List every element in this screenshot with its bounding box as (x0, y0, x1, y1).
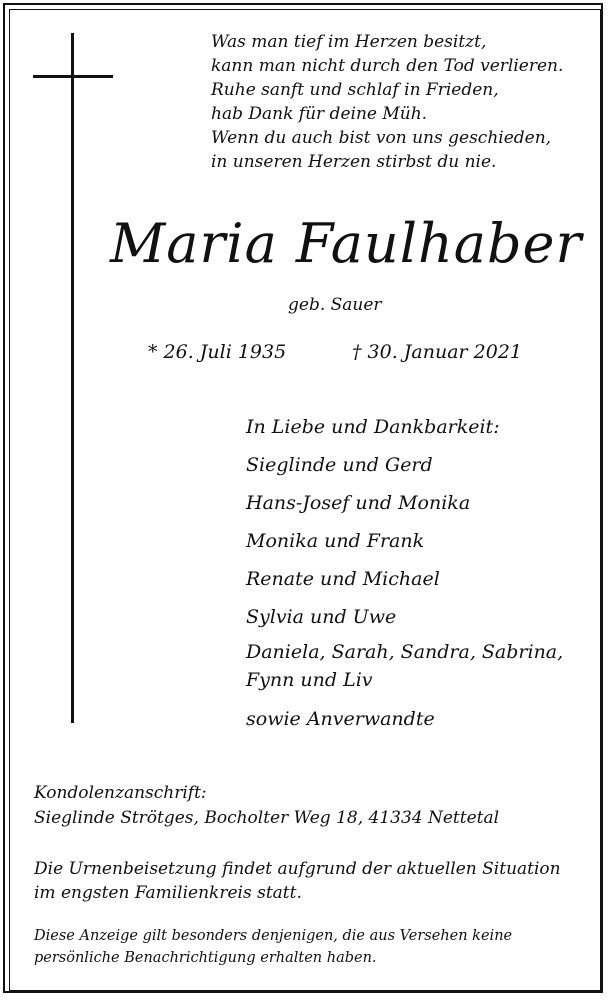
notice-line: Die Urnenbeisetzung findet aufgrund der aktuellen Situation (34, 859, 561, 879)
notice-line: im engsten Familienkreis statt. (34, 883, 302, 903)
mourner-family: Sieglinde und Gerd (246, 454, 433, 476)
verse-line: hab Dank für deine Müh. (211, 104, 428, 124)
cross-vertical-bar (71, 33, 74, 723)
mourner-family: Renate und Michael (246, 568, 440, 590)
verse-line: Ruhe sanft und schlaf in Frieden, (211, 80, 499, 100)
condolence-address-block (34, 781, 499, 831)
grandchildren-line: Fynn und Liv (246, 669, 373, 691)
mourners-list (246, 408, 563, 738)
mourner-family: Hans-Josef und Monika (246, 492, 471, 514)
cross-horizontal-bar (33, 75, 113, 78)
verse-line: Was man tief im Herzen besitzt, (211, 32, 487, 52)
mourner-family: Sylvia und Uwe (246, 606, 397, 628)
footer-line: persönliche Benachrichtigung erhalten haben. (34, 950, 377, 966)
grandchildren (246, 636, 563, 700)
footer-line: Diese Anzeige gilt besonders denjenigen, die aus Versehen keine (34, 928, 513, 944)
mourners-closing: sowie Anverwandte (246, 708, 435, 730)
mourners-intro: In Liebe und Dankbarkeit: (246, 416, 500, 438)
verse-line: Wenn du auch bist von uns geschieden, (211, 128, 552, 148)
burial-notice (34, 857, 561, 905)
birth-date: * 26. Juli 1935 (148, 341, 287, 363)
mourner-family: Monika und Frank (246, 530, 425, 552)
verse-line: kann man nicht durch den Tod verlieren. (211, 56, 564, 76)
grandchildren-line: Daniela, Sarah, Sandra, Sabrina, (246, 641, 564, 663)
memorial-verse (211, 30, 563, 174)
condolence-address: Sieglinde Strötges, Bocholter Weg 18, 41334 Nettetal (34, 808, 500, 828)
condolence-label: Kondolenzanschrift: (34, 783, 207, 803)
death-date: † 30. Januar 2021 (352, 341, 523, 363)
maiden-name: geb. Sauer (288, 295, 382, 315)
deceased-name: Maria Faulhaber (110, 212, 583, 275)
verse-line: in unseren Herzen stirbst du nie. (211, 152, 497, 172)
footer-note (34, 925, 512, 969)
